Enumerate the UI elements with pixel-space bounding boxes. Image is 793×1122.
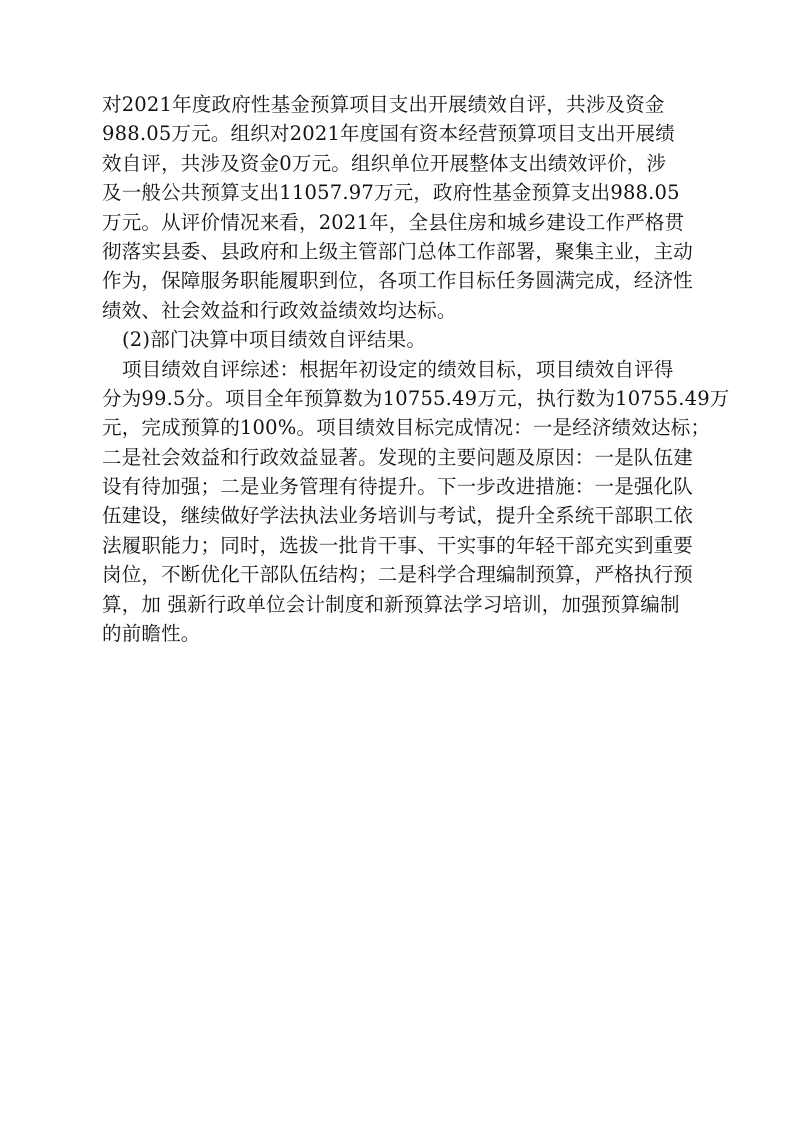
text-line: 对2021年度政府性基金预算项目支出开展绩效自评，共涉及资金 — [102, 93, 665, 116]
text-line: 分为99.5分。项目全年预算数为10755.49万元，执行数为10755.49万 — [102, 386, 730, 410]
text-line: 算，加 强新行政单位会计制度和新预算法学习培训，加强预算编制 — [102, 592, 680, 616]
text-line: 作为，保障服务职能履职到位，各项工作目标任务圆满完成，经济性 — [102, 269, 694, 293]
text-line: 项目绩效自评综述：根据年初设定的绩效目标，项目绩效自评得 — [122, 357, 674, 381]
text-line: 伍建设，继续做好学法执法业务培训与考试，提升全系统干部职工依 — [102, 504, 694, 528]
text-line: 的前瞻性。 — [102, 622, 201, 646]
text-line: 元，完成预算的100%。项目绩效目标完成情况：一是经济绩效达标； — [102, 416, 711, 440]
text-line: 效自评，共涉及资金0万元。组织单位开展整体支出绩效评价，涉 — [102, 151, 667, 175]
text-line: 988.05万元。组织对2021年度国有资本经营预算项目支出开展绩 — [102, 122, 675, 146]
text-line: 绩效、社会效益和行政效益绩效均达标。 — [102, 298, 457, 322]
body-text — [102, 90, 730, 648]
text-line: 及一般公共预算支出11057.97万元，政府性基金预算支出988.05 — [102, 181, 680, 205]
text-line: 彻落实县委、县政府和上级主管部门总体工作部署，聚集主业，主动 — [102, 239, 694, 263]
text-line: 设有待加强；二是业务管理有待提升。下一步改进措施：一是强化队 — [102, 475, 694, 499]
text-line: 万元。从评价情况来看，2021年，全县住房和城乡建设工作严格贯 — [102, 210, 685, 234]
text-line: 二是社会效益和行政效益显著。发现的主要问题及原因：一是队伍建 — [102, 445, 694, 469]
section-heading: (2)部门决算中项目绩效自评结果。 — [122, 328, 427, 352]
text-line: 法履职能力；同时，选拔一批肯干事、干实事的年轻干部充实到重要 — [102, 533, 694, 557]
text-line: 岗位，不断优化干部队伍结构；二是科学合理编制预算，严格执行预 — [102, 563, 694, 587]
